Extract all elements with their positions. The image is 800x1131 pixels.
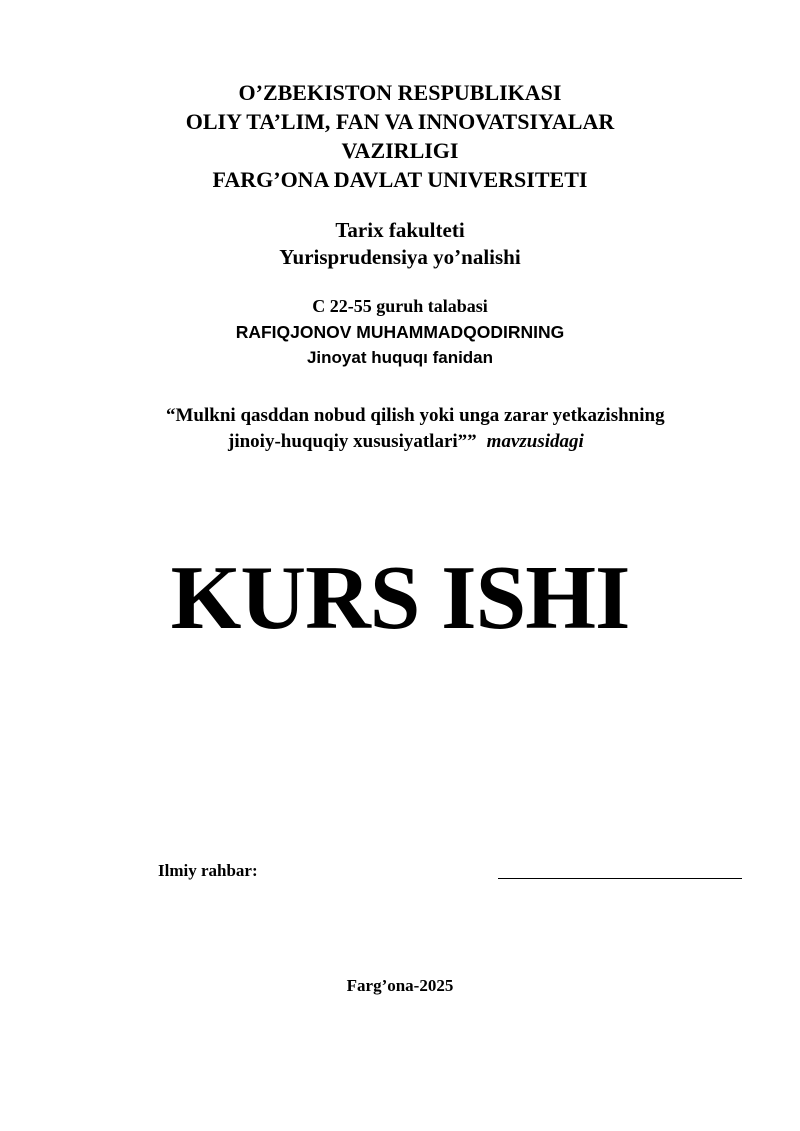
student-group: C 22-55 guruh talabasi (312, 296, 488, 316)
faculty-block (0, 217, 800, 271)
subject-name: Jinoyat huquqı fanidan (306, 348, 494, 367)
faculty-name: Tarix fakulteti (335, 218, 465, 242)
topic-line-1: “Mulkni qasddan nobud qilish yoki unga zarar yetkazishning (166, 405, 665, 426)
ministry-line: OLIY TA’LIM, FAN VA INNOVATSIYALAR (185, 109, 615, 134)
topic-line-2-text: jinoiy-huquqiy xususiyatlari”” (228, 431, 477, 452)
supervisor-signature-line (498, 878, 742, 879)
ministry-header (0, 78, 800, 194)
topic-line-2 (228, 429, 584, 455)
student-name: RAFIQJONOV MUHAMMADQODIRNING (235, 322, 565, 342)
supervisor-label: Ilmiy rahbar: (158, 861, 258, 880)
direction-name: Yurisprudensiya yo’nalishi (279, 245, 521, 269)
ministry-line: O’ZBEKISTON RESPUBLIKASI (238, 80, 562, 105)
place-year: Farg’ona-2025 (346, 976, 454, 995)
ministry-line: VAZIRLIGI (341, 138, 459, 163)
university-name: FARG’ONA DAVLAT UNIVERSITETI (212, 167, 588, 192)
student-block (0, 293, 800, 371)
topic-suffix: mavzusidagi (486, 431, 584, 452)
document-title: KURS ISHI (170, 547, 630, 648)
